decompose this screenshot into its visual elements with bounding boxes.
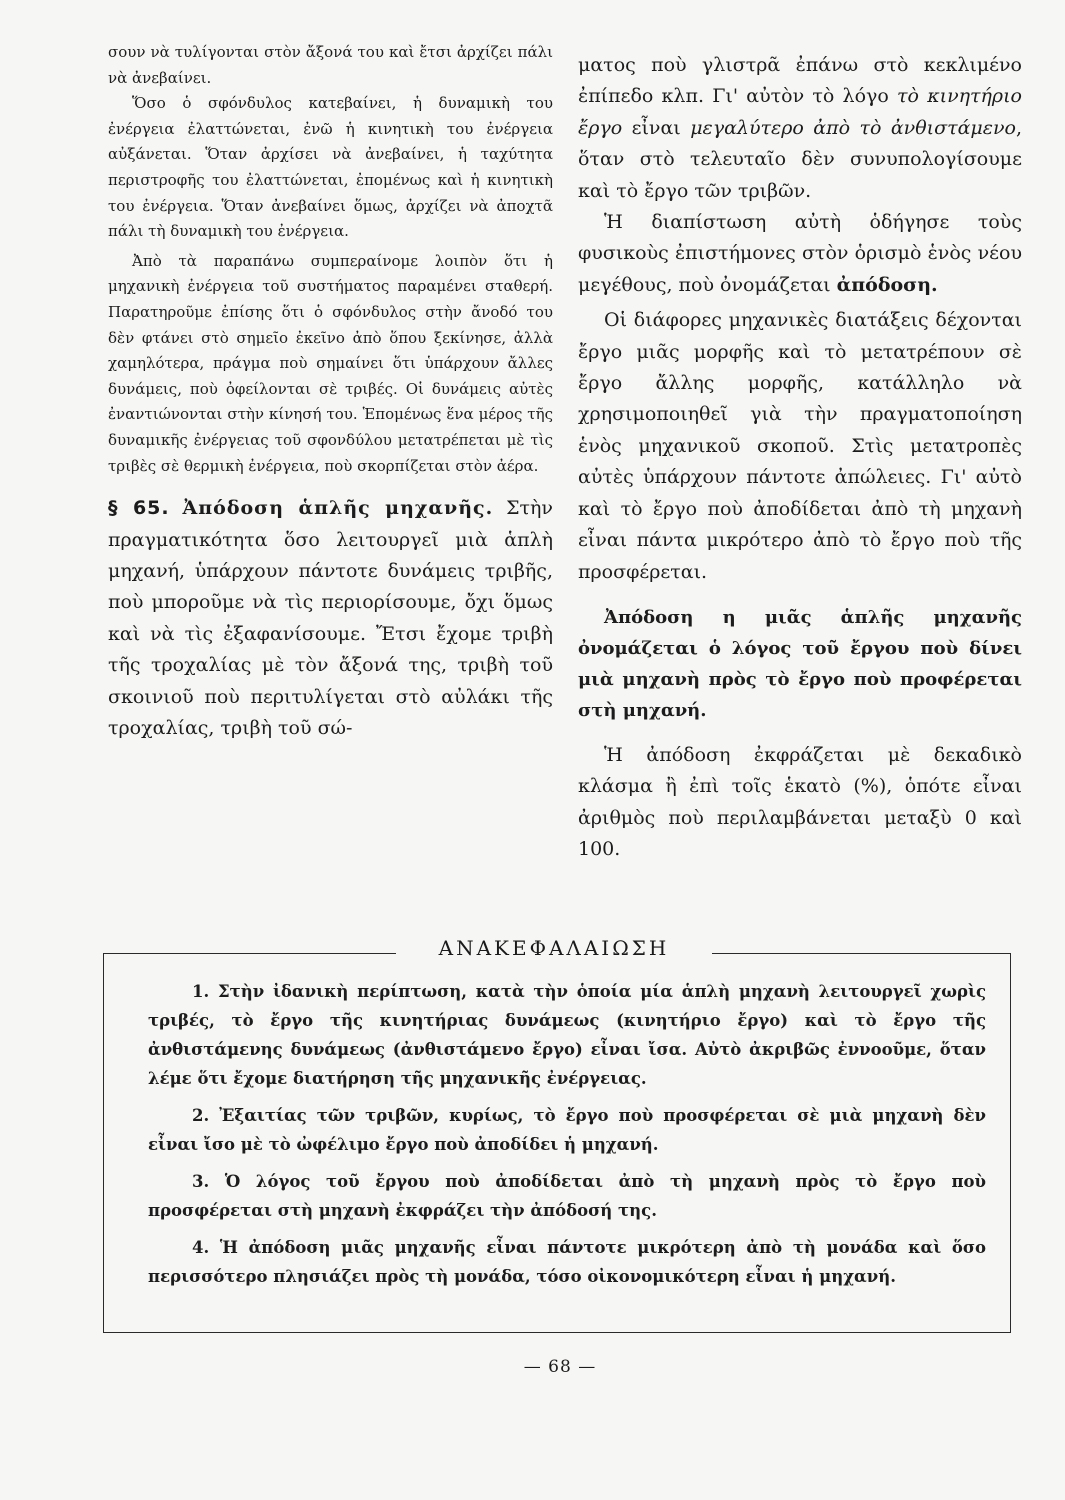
text-run: ματος ποὺ γλιστρᾶ ἐπάνω στὸ κεκλιμένο ἐπίπεδο κλπ. Γι' αὐτὸν τὸ λόγο	[578, 54, 1022, 108]
summary-item: 3. Ὁ λόγος τοῦ ἔργου ποὺ ἀποδίδεται ἀπὸ τὴ μηχανὴ πρὸς τὸ ἔργο ποὺ προσφέρεται στὴ μηχανὴ ἐκφράζει τὴν ἀπόδοσή της.	[148, 1172, 986, 1220]
section-paragraph	[108, 493, 553, 744]
right-column	[578, 50, 1022, 866]
left-column	[108, 40, 553, 744]
italic-text: τὸ κινητήριο ἔργο	[578, 85, 1022, 139]
section-text: Στὴν πραγματικότητα ὅσο λειτουργεῖ μιὰ ἁπλὴ μηχανή, ὑπάρχουν πάντοτε δυνάμεις τριβῆς, ποὺ μποροῦμε νὰ τὶς περιορίσουμε, ὄχι ὅμως καὶ νὰ τὶς ἐξαφανίσουμε. Ἔτσι ἔχομε τριβὴ τῆς τροχαλίας μὲ τὸν ἄξονά της, τριβὴ τοῦ σκοινιοῦ ποὺ περιτυλίγεται στὸ αὐλάκι τῆς τροχαλίας, τριβὴ τοῦ σώ-	[108, 497, 553, 739]
text-run: Ἡ διαπίστωση αὐτὴ ὁδήγησε τοὺς φυσικοὺς ἐπιστήμονες στὸν ὁρισμὸ ἑνὸς νέου μεγέθους, ποὺ ὀνομάζεται	[578, 211, 1022, 296]
paragraph: σουν νὰ τυλίγονται στὸν ἄξονά του καὶ ἔτσι ἀρχίζει πάλι νὰ ἀνεβαίνει.	[108, 43, 553, 87]
left-small-text	[108, 40, 553, 479]
text-run: εἶναι	[622, 116, 691, 139]
paragraph: Οἱ διάφορες μηχανικὲς διατάξεις δέχονται ἔργο μιᾶς μορφῆς καὶ τὸ μετατρέπουν σὲ ἔργο ἄλλης μορφῆς, κατάλληλο νὰ χρησιμοποιηθεῖ γιὰ τὴν πραγματοποίηση ἑνὸς μηχανικοῦ σκοποῦ. Στὶς μετατροπὲς αὐτὲς ὑπάρχουν πάντοτε ἀπώλειες. Γι' αὐτὸ καὶ τὸ ἔργο ποὺ ἀποδίδεται ἀπὸ τὴ μηχανὴ εἶναι πάντα μικρότερο ἀπὸ τὸ ἔργο ποὺ τῆς προσφέρεται.	[578, 309, 1022, 583]
paragraph	[578, 50, 1022, 207]
italic-text: μεγαλύτερο ἀπὸ τὸ ἀνθιστάμενο	[690, 116, 1016, 139]
page-number: — 68 —	[523, 1357, 597, 1377]
paragraph: Ἡ ἀπόδοση ἐκφράζεται μὲ δεκαδικὸ κλάσμα ἢ ἐπὶ τοῖς ἑκατὸ (%), ὁπότε εἶναι ἀριθμὸς ποὺ περιλαμβάνεται μεταξὺ 0 καὶ 100.	[578, 743, 1022, 861]
section-65	[108, 493, 553, 744]
summary-items	[148, 977, 986, 1299]
summary-item: 2. Ἐξαιτίας τῶν τριβῶν, κυρίως, τὸ ἔργο ποὺ προσφέρεται σὲ μιὰ μηχανὴ δὲν εἶναι ἴσο μὲ τὸ ὠφέλιμο ἔργο ποὺ ἀποδίδει ἡ μηχανή.	[148, 1106, 986, 1154]
section-title: Ἀπόδοση ἁπλῆς μηχανῆς.	[182, 497, 494, 520]
paragraph: Ἀπὸ τὰ παραπάνω συμπεραίνομε λοιπὸν ὅτι ἡ μηχανικὴ ἐνέργεια τοῦ συστήματος παραμένει σταθερή. Παρατηροῦμε ἐπίσης ὅτι ὁ σφόνδυλος στὴν ἄνοδό του δὲν φτάνει στὸ σημεῖο ἐκεῖνο ἀπὸ ὅπου ξεκίνησε, ἀλλὰ χαμηλότερα, πράγμα ποὺ σημαίνει ὅτι ὑπάρχουν ἄλλες δυνάμεις, ποὺ ὀφείλονται σὲ τριβές. Οἱ δυνάμεις αὐτὲς ἐναντιώνονται στὴν κίνησή του. Ἑπομένως ἕνα μέρος τῆς δυναμικῆς ἐνέργειας τοῦ σφονδύλου μετατρέπεται μὲ τὶς τριβὲς σὲ θερμικὴ ἐνέργεια, ποὺ σκορπίζεται στὸν ἀέρα.	[108, 251, 553, 475]
definition: Ἀπόδοση η μιᾶς ἁπλῆς μηχανῆς ὀνομάζεται ὁ λόγος τοῦ ἔργου ποὺ δίνει μιὰ μηχανὴ πρὸς τὸ ἔργο ποὺ προφέρεται στὴ μηχανή.	[578, 606, 1022, 721]
summary-item: 4. Ἡ ἀπόδοση μιᾶς μηχανῆς εἶναι πάντοτε μικρότερη ἀπὸ τὴ μονάδα καὶ ὅσο περισσότερο πλησιάζει πρὸς τὴ μονάδα, τόσο οἰκονομικότερη εἶναι ἡ μηχανή.	[148, 1238, 986, 1286]
summary-title: ΑΝΑΚΕΦΑΛΑΙΩΣΗ	[438, 936, 670, 960]
paragraph	[578, 207, 1022, 301]
text-run: , ὅταν στὸ τελευταῖο δὲν συνυπολογίσουμε καὶ τὸ ἔργο τῶν τριβῶν.	[578, 116, 1023, 202]
summary-item: 1. Στὴν ἰδανικὴ περίπτωση, κατὰ τὴν ὁποία μία ἁπλὴ μηχανὴ λειτουργεῖ χωρὶς τριβές, τὸ ἔργο τῆς κινητήριας δυνάμεως (κινητήριο ἔργο) καὶ τὸ ἔργο τῆς ἀνθιστάμενης δυνάμεως (ἀνθιστάμενο ἔργο) εἶναι ἴσα. Αὐτὸ ἀκριβῶς ἐννοοῦμε, ὅταν λέμε ὅτι ἔχομε διατήρηση τῆς μηχανικῆς ἐνέργειας.	[148, 982, 986, 1088]
paragraph: Ὅσο ὁ σφόνδυλος κατεβαίνει, ἡ δυναμικὴ του ἐνέργεια ἐλαττώνεται, ἐνῶ ἡ κινητικὴ του ἐνέργεια αὐξάνεται. Ὅταν ἀρχίσει νὰ ἀνεβαίνει, ἡ ταχύτητα περιστροφῆς του ἐλαττώνεται, ἐπομένως καὶ ἡ κινητικὴ του ἐνέργεια. Ὅταν ἀνεβαίνει ὅμως, ἀρχίζει νὰ ἀποχτᾶ πάλι τὴ δυναμικὴ του ἐνέργεια.	[108, 94, 553, 241]
term-apodosi: ἀπόδοση.	[836, 273, 938, 296]
section-number: § 65.	[108, 497, 170, 520]
